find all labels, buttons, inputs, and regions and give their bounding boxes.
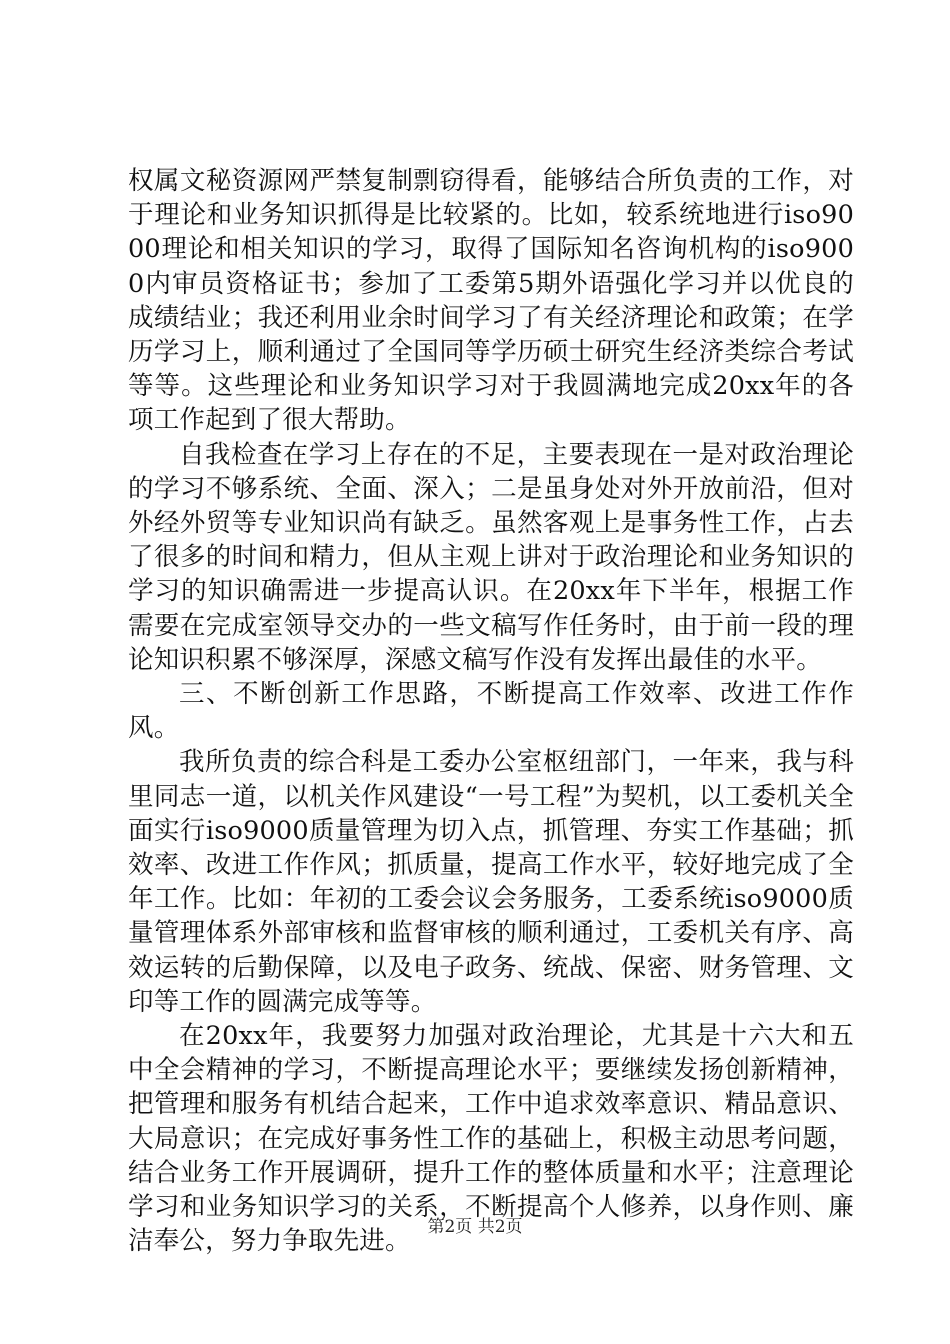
section-heading-3: 三、不断创新工作思路，不断提高工作效率、改进工作作风。: [128, 679, 854, 744]
paragraph-1: 权属文秘资源网严禁复制剽窃得看，能够结合所负责的工作，对于理论和业务知识抓得是比较紧的。比如，较系统地进行iso9000理论和相关知识的学习，取得了国际知名咨询机构的iso9000内审员资格证书；参加了工委第5期外语强化学习并以优良的成绩结业；我还利用业余时间学习了有关经济理论和政策；在学历学习上，顺利通过了全国同等学历硕士研究生经济类综合考试等等。这些理论和业务知识学习对于我圆满地完成20xx年的各项工作起到了很大帮助。: [128, 166, 854, 436]
paragraph-5: 在20xx年，我要努力加强对政治理论，尤其是十六大和五中全会精神的学习，不断提高理论水平；要继续发扬创新精神，把管理和服务有机结合起来，工作中追求效率意识、精品意识、大局意识；在完成好事务性工作的基础上，积极主动思考问题，结合业务工作开展调研，提升工作的整体质量和水平；注意理论学习和业务知识学习的关系，不断提高个人修养，以身作则、廉洁奉公，努力争取先进。: [128, 1021, 854, 1257]
paragraph-4: 我所负责的综合科是工委办公室枢纽部门，一年来，我与科里同志一道，以机关作风建设“一号工程”为契机，以工委机关全面实行iso9000质量管理为切入点，抓管理、夯实工作基础；抓效率、改进工作作风；抓质量，提高工作水平，较好地完成了全年工作。比如：年初的工委会议会务服务，工委系统iso9000质量管理体系外部审核和监督审核的顺利通过，工委机关有序、高效运转的后勤保障，以及电子政务、统战、保密、财务管理、文印等工作的圆满完成等等。: [128, 747, 854, 1017]
document-body: [128, 164, 854, 1259]
paragraph-2: 自我检查在学习上存在的不足，主要表现在一是对政治理论的学习不够系统、全面、深入；二是虽身处对外开放前沿，但对外经外贸等专业知识尚有缺乏。虽然客观上是事务性工作，占去了很多的时间和精力，但从主观上讲对于政治理论和业务知识的学习的知识确需进一步提高认识。在20xx年下半年，根据工作需要在完成室领导交办的一些文稿写作任务时，由于前一段的理论知识积累不够深厚，深感文稿写作没有发挥出最佳的水平。: [128, 439, 854, 675]
page-footer: [0, 1216, 950, 1238]
page-indicator: 第2页 共2页: [427, 1217, 523, 1237]
